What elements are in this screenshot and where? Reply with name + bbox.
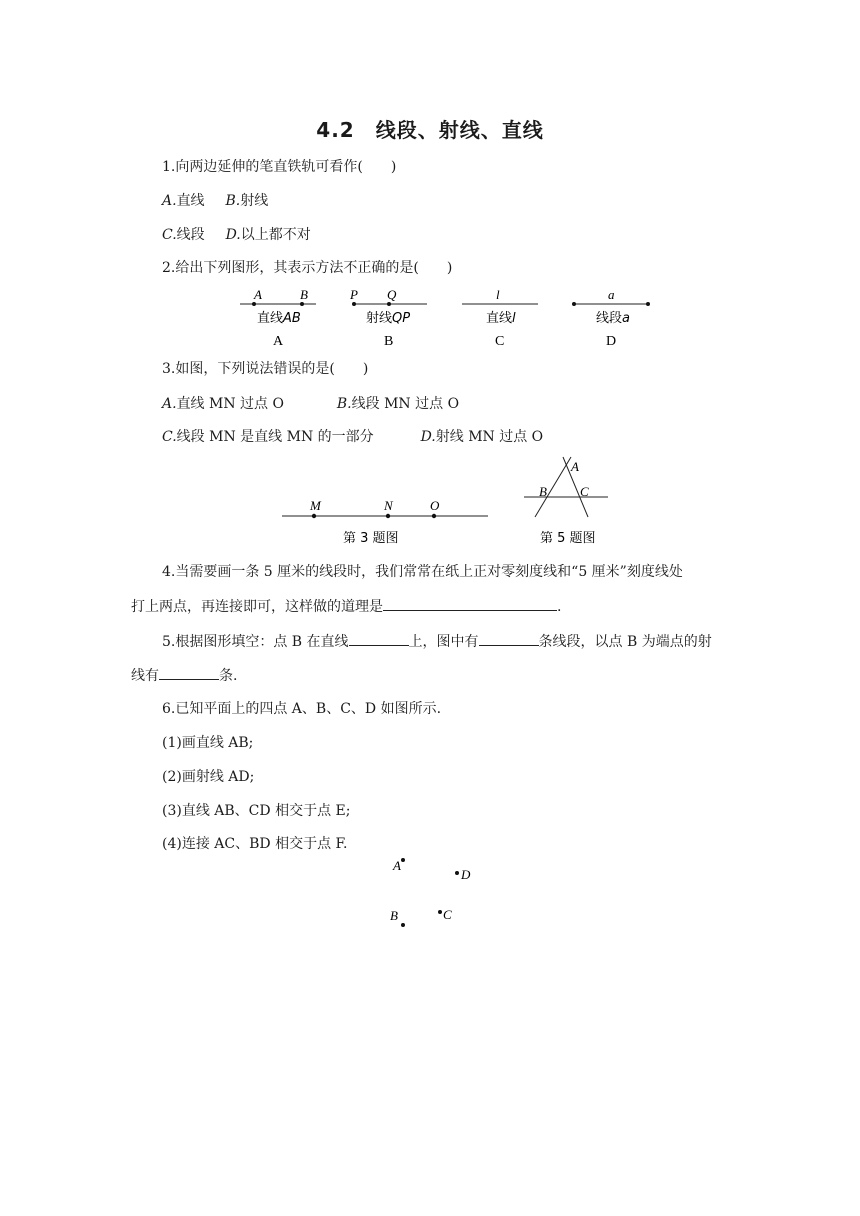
- q5-line2a: 线有: [131, 668, 159, 684]
- q2-a-caption: 直线AB: [257, 311, 301, 326]
- q3-options-row2: [162, 427, 543, 447]
- q2-a-point-label-2: B: [300, 287, 308, 302]
- fig3-diagram: [282, 498, 488, 546]
- q6-label-a: A: [393, 858, 401, 873]
- q4-line2: [131, 596, 561, 617]
- q3-opt-b-letter: B.: [336, 396, 352, 412]
- fig5-label-c: C: [580, 484, 589, 499]
- q2-figure-b: [349, 287, 427, 349]
- q2-figure-a: [240, 287, 316, 349]
- q1-options-row2: [162, 225, 311, 245]
- q4-line1: 4.当需要画一条 5 厘米的线段时，我们常常在纸上正对零刻度线和“5 厘米”刻度线处: [162, 564, 683, 580]
- q2-figure-d: [572, 287, 650, 349]
- q2-d-letter: D: [606, 334, 617, 349]
- q3-opt-a-text: 直线 MN 过点 O: [176, 396, 284, 412]
- q1-opt-c-letter: C.: [162, 227, 177, 243]
- q5-blank-2[interactable]: [479, 631, 539, 646]
- q2-c-letter: C: [495, 334, 505, 349]
- q6-label-b: B: [390, 908, 398, 923]
- q4-answer-blank[interactable]: [383, 596, 557, 611]
- q6-step-3: (3)直线 AB、CD 相交于点 E;: [162, 803, 351, 819]
- q2-b-point-label-2: Q: [387, 287, 397, 302]
- q6-step-1: (1)画直线 AB;: [162, 735, 254, 751]
- q3-stem: 3.如图，下列说法错误的是( ): [162, 361, 369, 377]
- q2-c-line-label: l: [496, 287, 500, 302]
- q2-figure-c: [462, 287, 538, 349]
- q3-opt-d-text: 射线 MN 过点 O: [435, 429, 544, 445]
- q5-part1: 5.根据图形填空：点 B 在直线: [162, 634, 349, 650]
- fig5-diagram: [524, 457, 608, 546]
- q6-step-2: (2)画射线 AD;: [162, 769, 255, 785]
- fig3-label-o: O: [430, 498, 440, 513]
- q6-stem: 6.已知平面上的四点 A、B、C、D 如图所示.: [162, 701, 442, 717]
- q3-opt-b-text: 线段 MN 过点 O: [351, 396, 460, 412]
- q5-line2b: 条.: [219, 668, 238, 684]
- q4-end: .: [557, 599, 562, 615]
- page-title: 4.2 线段、射线、直线: [316, 118, 544, 142]
- q3-opt-c-letter: C.: [162, 429, 177, 445]
- q2-b-letter: B: [384, 334, 394, 349]
- q5-blank-3[interactable]: [159, 665, 219, 680]
- q1-options-row1: [162, 191, 268, 211]
- q3-opt-d-letter: D.: [420, 429, 436, 445]
- q2-d-line-label: a: [608, 287, 615, 302]
- q1-opt-a-text: 直线: [176, 193, 205, 209]
- q1-stem: 1.向两边延伸的笔直铁轨可看作( ): [162, 159, 397, 175]
- q1-opt-a-letter: A.: [162, 193, 177, 209]
- fig5-label-b: B: [539, 484, 547, 499]
- q5-part3: 条线段，以点 B 为端点的射: [538, 634, 712, 650]
- fig3-caption: 第 3 题图: [343, 531, 399, 546]
- q1-opt-b-letter: B.: [225, 193, 241, 209]
- figures-q3-q5: [0, 450, 860, 550]
- q2-a-point-label-1: A: [254, 287, 262, 302]
- q2-d-caption: 线段a: [596, 311, 630, 326]
- q3-opt-c-text: 线段 MN 是直线 MN 的一部分: [176, 429, 374, 445]
- q2-c-caption: 直线l: [486, 311, 516, 326]
- q6-points-figure: [0, 850, 860, 940]
- q2-b-point-label-1: P: [350, 287, 358, 302]
- q6-label-c: C: [443, 907, 452, 922]
- q1-opt-c-text: 线段: [176, 227, 205, 243]
- q5-line1: [162, 631, 712, 652]
- q1-opt-b-text: 射线: [240, 193, 269, 209]
- q4-line2-text: 打上两点，再连接即可，这样做的道理是: [131, 599, 383, 615]
- q3-opt-a-letter: A.: [162, 396, 177, 412]
- q5-line2: [131, 665, 237, 686]
- q6-label-d: D: [461, 867, 471, 882]
- q6-step-4: (4)连接 AC、BD 相交于点 F.: [162, 836, 348, 852]
- q1-opt-d-text: 以上都不对: [240, 227, 311, 243]
- fig5-caption: 第 5 题图: [540, 531, 596, 546]
- q5-blank-1[interactable]: [349, 631, 409, 646]
- q2-b-caption: 射线QP: [366, 311, 411, 326]
- q1-opt-d-letter: D.: [225, 227, 241, 243]
- q2-a-letter: A: [273, 334, 284, 349]
- q2-figures: [0, 285, 860, 350]
- fig3-label-n: N: [384, 498, 393, 513]
- q5-part2: 上，图中有: [408, 634, 479, 650]
- q2-stem: 2.给出下列图形，其表示方法不正确的是( ): [162, 260, 453, 276]
- fig3-label-m: M: [310, 498, 321, 513]
- fig5-label-a: A: [571, 459, 579, 474]
- q3-options-row1: [162, 394, 459, 414]
